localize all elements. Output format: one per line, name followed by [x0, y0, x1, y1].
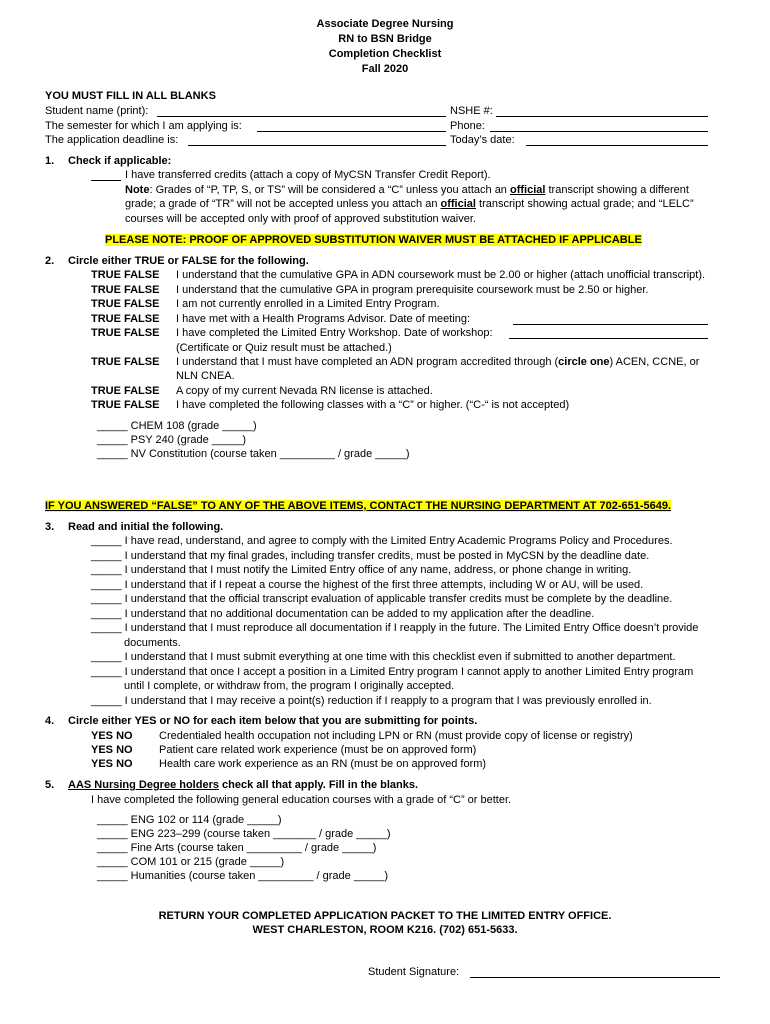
initial-row: [91, 592, 672, 607]
section-4-number: 4.: [45, 715, 55, 727]
signature-field[interactable]: [470, 977, 720, 978]
initial-row: [91, 665, 693, 680]
student-name-label: Student name (print):: [45, 105, 149, 117]
psy-class-row[interactable]: _____ PSY 240 (grade _____): [97, 434, 247, 446]
initial-text: I have read, understand, and agree to comply with the Limited Entry Academic Programs Policy and Procedures.: [124, 535, 673, 547]
true-false-choice[interactable]: TRUE FALSE: [91, 284, 160, 296]
true-false-choice[interactable]: TRUE FALSE: [91, 356, 160, 368]
true-false-choice[interactable]: TRUE FALSE: [91, 313, 160, 325]
checklist-title: Completion Checklist: [328, 48, 442, 60]
true-false-choice[interactable]: TRUE FALSE: [91, 399, 160, 411]
initial-blank[interactable]: _____: [91, 564, 122, 576]
false-notice-banner: [45, 499, 671, 514]
initial-text: I understand that I must reproduce all documentation if I reapply in the future. The Limited Entry Office doesn’t provide: [124, 622, 699, 634]
nshe-field[interactable]: [496, 116, 708, 117]
official-word: official: [509, 184, 546, 196]
phone-field[interactable]: [490, 131, 708, 132]
initial-text: I understand that once I accept a position in a Limited Entry program I cannot apply to another Limited Entry program: [124, 666, 694, 678]
initial-text: I understand that I may receive a point(s) reduction if I reapply to a program that I was previously enrolled in.: [124, 695, 652, 707]
initial-row: [91, 563, 631, 578]
initial-row: [91, 621, 698, 636]
false-notice-text: IF YOU ANSWERED “FALSE” TO ANY OF THE ABOVE ITEMS, CONTACT THE NURSING DEPARTMENT AT 702-651-5649.: [45, 500, 672, 512]
aas-holders-label: AAS Nursing Degree holders: [68, 779, 219, 791]
yes-no-choice[interactable]: YES NO: [91, 730, 133, 742]
initial-blank[interactable]: _____: [91, 695, 122, 707]
section-5-number: 5.: [45, 779, 55, 791]
initial-row: [91, 607, 594, 622]
gen-ed-course-row[interactable]: _____ ENG 223–299 (course taken _______ / grade _____): [97, 828, 391, 840]
accreditation-text: I understand that I must have completed an ADN program accredited through (: [176, 356, 559, 368]
please-note-text: PLEASE NOTE: PROOF OF APPROVED SUBSTITUTION WAIVER MUST BE ATTACHED IF APPLICABLE: [105, 234, 642, 246]
advisor-meeting-item: I have met with a Health Programs Advisor. Date of meeting:: [176, 313, 471, 325]
initial-text-cont: documents.: [124, 637, 181, 649]
today-date-field[interactable]: [526, 145, 708, 146]
workshop-item: I have completed the Limited Entry Workshop. Date of workshop:: [176, 327, 493, 339]
section-3-number: 3.: [45, 521, 55, 533]
student-name-field[interactable]: [157, 116, 446, 117]
grades-note-line1: [125, 183, 689, 198]
initial-text: I understand that I must notify the Limited Entry office of any name, address, or phone change in writing.: [124, 564, 632, 576]
accreditation-cont[interactable]: NLN CNEA.: [176, 370, 235, 382]
please-note-banner: [105, 233, 642, 248]
signature-label: Student Signature:: [368, 966, 460, 978]
transfer-credits-blank[interactable]: [91, 180, 121, 181]
yes-no-choice[interactable]: YES NO: [91, 758, 133, 770]
section-5-title-rest: check all that apply. Fill in the blanks.: [218, 779, 419, 791]
not-enrolled-item: I am not currently enrolled in a Limited Entry Program.: [176, 298, 440, 310]
program-subtitle: RN to BSN Bridge: [338, 33, 432, 45]
true-false-choice[interactable]: TRUE FALSE: [91, 385, 160, 397]
initial-text: I understand that no additional documentation can be added to my application after the deadline.: [124, 608, 595, 620]
program-title: Associate Degree Nursing: [316, 18, 454, 30]
initial-row: [91, 549, 649, 564]
document-header: [0, 17, 770, 77]
grades-note-line3: courses will be accepted only with proof of approved substitution waiver.: [125, 213, 476, 225]
gen-ed-intro: I have completed the following general education courses with a grade of “C” or better.: [91, 794, 512, 806]
note-text-a: : Grades of “P, TP, S, or TS” will be considered a “C” unless you attach an: [149, 184, 510, 196]
deadline-label: The application deadline is:: [45, 134, 179, 146]
true-false-choice[interactable]: TRUE FALSE: [91, 327, 160, 339]
accreditation-options[interactable]: ) ACEN, CCNE, or: [609, 356, 700, 368]
initial-blank[interactable]: _____: [91, 550, 122, 562]
gen-ed-course-row[interactable]: _____ Humanities (course taken _________ / grade _____): [97, 870, 389, 882]
section-1-number: 1.: [45, 155, 55, 167]
points-item: Patient care related work experience (must be on approved form): [159, 744, 477, 756]
initial-blank[interactable]: _____: [91, 666, 122, 678]
accreditation-item: [176, 355, 699, 370]
classes-completed-item: I have completed the following classes with a “C” or higher. (“C-“ is not accepted): [176, 399, 570, 411]
semester-field[interactable]: [257, 131, 446, 132]
deadline-field[interactable]: [188, 145, 446, 146]
points-item: Health care work experience as an RN (must be on approved form): [159, 758, 487, 770]
initial-blank[interactable]: _____: [91, 622, 122, 634]
phone-label: Phone:: [450, 120, 485, 132]
section-1-title: Check if applicable:: [68, 155, 172, 167]
workshop-date-field[interactable]: [509, 338, 708, 339]
initial-row: [91, 534, 673, 549]
return-instructions: RETURN YOUR COMPLETED APPLICATION PACKET TO THE LIMITED ENTRY OFFICE.: [158, 910, 612, 922]
note-text-d: transcript showing actual grade; and “LELC”: [475, 198, 694, 210]
initial-blank[interactable]: _____: [91, 535, 122, 547]
fill-notice: YOU MUST FILL IN ALL BLANKS: [45, 90, 216, 102]
initial-blank[interactable]: _____: [91, 608, 122, 620]
gpa-prereq-item: I understand that the cumulative GPA in program prerequisite coursework must be 2.50 or higher.: [176, 284, 649, 296]
true-false-choice[interactable]: TRUE FALSE: [91, 298, 160, 310]
gen-ed-course-row[interactable]: _____ ENG 102 or 114 (grade _____): [97, 814, 282, 826]
initial-blank[interactable]: _____: [91, 593, 122, 605]
yes-no-choice[interactable]: YES NO: [91, 744, 133, 756]
initial-row: [91, 694, 652, 709]
nshe-label: NSHE #:: [450, 105, 493, 117]
transfer-credits-item: I have transferred credits (attach a copy of MyCSN Transfer Credit Report).: [125, 169, 491, 181]
initial-row: [91, 578, 643, 593]
section-5-title: [68, 778, 418, 793]
initial-text: I understand that my final grades, including transfer credits, must be posted in MyCSN by the deadline date.: [124, 550, 650, 562]
office-location: WEST CHARLESTON, ROOM K216. (702) 651-5633.: [252, 924, 518, 936]
nv-constitution-row[interactable]: _____ NV Constitution (course taken _________ / grade _____): [97, 448, 410, 460]
initial-row: [91, 650, 676, 665]
term-label: Fall 2020: [361, 63, 409, 75]
note-label: Note: [125, 184, 150, 196]
note-text-c: grade; a grade of “TR” will not be accepted unless you attach an: [125, 198, 441, 210]
section-2-number: 2.: [45, 255, 55, 267]
circle-one-label: circle one: [558, 356, 610, 368]
chem-class-row[interactable]: _____ CHEM 108 (grade _____): [97, 420, 257, 432]
workshop-note: (Certificate or Quiz result must be attached.): [176, 342, 392, 354]
note-text-b: transcript showing a different: [545, 184, 689, 196]
rn-license-item: A copy of my current Nevada RN license is attached.: [176, 385, 433, 397]
initial-blank[interactable]: _____: [91, 579, 122, 591]
today-date-label: Today’s date:: [450, 134, 515, 146]
semester-label: The semester for which I am applying is:: [45, 120, 242, 132]
official-word-2: official: [440, 198, 476, 210]
initial-text: I understand that the official transcript evaluation of applicable transfer credits must be complete by the deadline.: [124, 593, 673, 605]
section-2-title: Circle either TRUE or FALSE for the following.: [68, 255, 309, 267]
points-item: Credentialed health occupation not including LPN or RN (must provide copy of license or registry): [159, 730, 633, 742]
grades-note-line2: [125, 197, 694, 212]
meeting-date-field[interactable]: [513, 324, 708, 325]
section-4-title: Circle either YES or NO for each item below that you are submitting for points.: [68, 715, 478, 727]
initial-blank[interactable]: _____: [91, 651, 122, 663]
gen-ed-course-row[interactable]: _____ COM 101 or 215 (grade _____): [97, 856, 285, 868]
initial-text: I understand that if I repeat a course the highest of the first three attempts, including W or AU, will be used.: [124, 579, 644, 591]
gen-ed-course-row[interactable]: _____ Fine Arts (course taken _________ / grade _____): [97, 842, 377, 854]
true-false-choice[interactable]: TRUE FALSE: [91, 269, 160, 281]
initial-text: I understand that I must submit everything at one time with this checklist even if submitted to another department.: [124, 651, 676, 663]
initial-text-cont: until I complete, or withdraw from, the program I originally accepted.: [124, 680, 455, 692]
section-3-title: Read and initial the following.: [68, 521, 224, 533]
gpa-adn-item: I understand that the cumulative GPA in ADN coursework must be 2.00 or higher (attach unofficial transcript).: [176, 269, 706, 281]
